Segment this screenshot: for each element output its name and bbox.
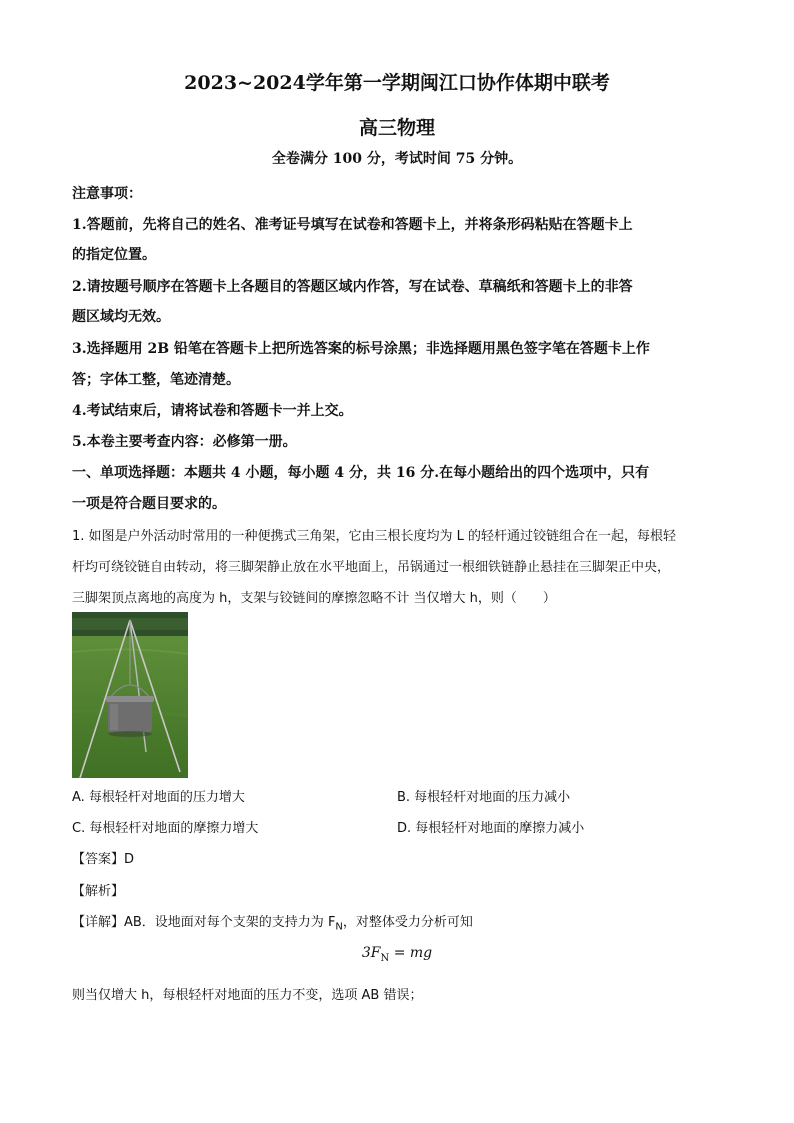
notice-item-1a: 1.答题前，先将自己的姓名、准考证号填写在试卷和答题卡上，并将条形码粘贴在答题卡上 xyxy=(72,217,633,233)
option-a: A. 每根轻杆对地面的压力增大 xyxy=(72,790,245,805)
exam-title: 2023~2024学年第一学期闽江口协作体期中联考 xyxy=(184,72,610,94)
detail-text: 【详解】AB．设地面对每个支架的支持力为 F xyxy=(72,915,336,930)
question-stem-b: 杆均可绕铰链自由转动，将三脚架静止放在水平地面上，吊锅通过一根细铁链静止悬挂在三脚架正中央， xyxy=(72,560,671,575)
formula-rhs: = mg xyxy=(389,945,433,961)
question-stem-c: 三脚架顶点离地的高度为 h，支架与铰链间的摩擦忽略不计 当仅增大 h，则（ ） xyxy=(72,591,556,606)
section-heading-a: 一、单项选择题：本题共 4 小题，每小题 4 分，共 16 分.在每小题给出的四个选项中，只有 xyxy=(72,465,650,481)
option-d: D. 每根轻杆对地面的摩擦力减小 xyxy=(397,821,585,836)
conclusion-line: 则当仅增大 h，每根轻杆对地面的压力不变，选项 AB 错误； xyxy=(72,988,423,1003)
notice-item-3a: 3.选择题用 2B 铅笔在答题卡上把所选答案的标号涂黑；非选择题用黑色签字笔在答题卡上作 xyxy=(72,341,650,357)
detail-subscript: N xyxy=(335,921,343,933)
formula-coef: 3F xyxy=(361,945,381,961)
notice-item-2b: 题区域均无效。 xyxy=(72,309,170,325)
analysis-heading: 【解析】 xyxy=(72,884,125,899)
notice-item-4: 4.考试结束后，请将试卷和答题卡一并上交。 xyxy=(72,403,353,419)
notice-heading: 注意事项： xyxy=(72,186,142,202)
section-heading-b: 一项是符合题目要求的。 xyxy=(72,496,226,512)
answer-line: 【答案】D xyxy=(72,852,135,867)
force-formula xyxy=(0,945,794,964)
option-c: C. 每根轻杆对地面的摩擦力增大 xyxy=(72,821,259,836)
detail-line xyxy=(72,911,732,933)
question-stem-a: 1. 如图是户外活动时常用的一种便携式三角架，它由三根长度均为 L 的轻杆通过铰链组合在一起，每根轻 xyxy=(72,529,677,544)
notice-item-2a: 2.请按题号顺序在答题卡上各题目的答题区域内作答，写在试卷、草稿纸和答题卡上的非答 xyxy=(72,279,633,295)
notice-item-5: 5.本卷主要考查内容：必修第一册。 xyxy=(72,434,297,450)
detail-tail: ，对整体受力分析可知 xyxy=(342,915,473,930)
formula-sub: N xyxy=(380,952,390,964)
tripod-illustration xyxy=(72,612,188,778)
notice-item-1b: 的指定位置。 xyxy=(72,247,156,263)
subject-title: 高三物理 xyxy=(358,117,435,139)
exam-meta: 全卷满分 100 分，考试时间 75 分钟。 xyxy=(271,151,523,167)
notice-item-3b: 答；字体工整，笔迹清楚。 xyxy=(72,372,240,388)
option-b: B. 每根轻杆对地面的压力减小 xyxy=(397,790,571,805)
tripod-photo xyxy=(72,612,188,778)
